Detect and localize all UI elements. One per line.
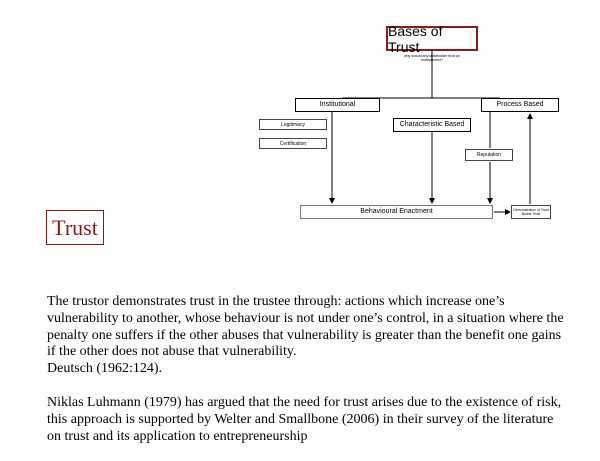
node-reputation: Reputation xyxy=(465,149,513,161)
node-behavioural-enactment: Behavioural Enactment xyxy=(300,205,493,219)
node-process-based: Process Based xyxy=(481,98,559,112)
node-demonstration: Demonstration of Trust Builds Trust xyxy=(511,205,551,219)
node-legitimacy: Legitimacy xyxy=(259,119,327,130)
slide-title: Trust xyxy=(46,210,104,245)
node-certification: Certification xyxy=(259,138,327,149)
diagram-title: Bases of Trust xyxy=(386,26,478,51)
quote-text: The trustor demonstrates trust in the trustee through: actions which increase one’s vulnerability to another, whose behaviour is not under one’s control, in a situation where the penalty one suffers if the other abuses that vulnerability is greater than the benefit one gains if the other does not abuse that vulnerability. xyxy=(47,294,564,360)
node-institutional: Institutional xyxy=(295,98,380,112)
paragraph-luhmann: Niklas Luhmann (1979) has argued that the need for trust arises due to the existence of risk, this approach is supported by Welter and Smallbone (2006) in their survey of the literature on trust and its application to entrepreneurship xyxy=(47,395,562,444)
diagram-subtitle: why should any stakeholder trust an entrepreneur? xyxy=(404,54,460,63)
paragraph-quote xyxy=(47,294,567,378)
quote-citation: Deutsch (1962:124). xyxy=(47,361,163,377)
node-characteristic-based: Characteristic Based xyxy=(393,118,471,132)
